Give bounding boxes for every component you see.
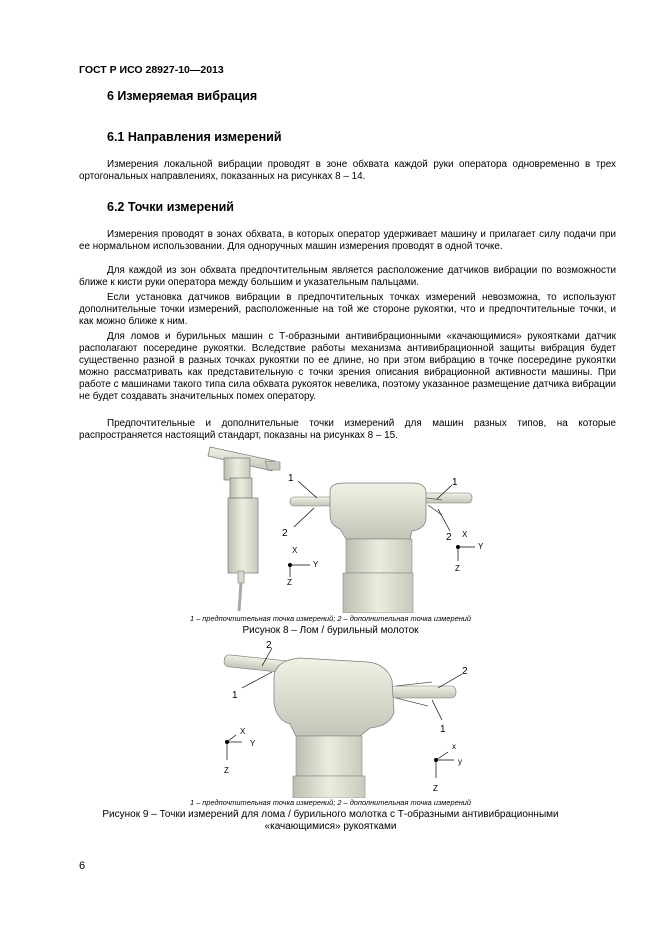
figure-9-axis-x-left: X <box>240 727 246 736</box>
figure-9-caption-line-1: Рисунок 9 – Точки измерений для лома / бурильного молотка с Т-образными антивибрационными <box>102 809 559 820</box>
page-number: 6 <box>79 860 86 872</box>
figure-9-axis-x-right: x <box>452 742 456 751</box>
section-6-2-paragraph-5: Предпочтительные и дополнительные точки измерений для машин разных типов, на которые распространяется настоящий стандарт, показаны на рисунках 8 – 15. <box>79 418 616 441</box>
figure-9-label-1-right: 1 <box>440 724 446 735</box>
figure-8-caption: Рисунок 8 – Лом / бурильный молоток <box>242 625 419 636</box>
figure-8-label-1-left: 1 <box>288 473 294 484</box>
figure-9-axis-y-right: y <box>458 757 462 766</box>
figure-8-label-2-left: 2 <box>282 528 288 539</box>
breaker-small-drawing <box>208 447 280 611</box>
section-6-1-title: 6.1 Направления измерений <box>107 130 282 144</box>
section-6-1-paragraph: Измерения локальной вибрации проводят в зоне обхвата каждой руки оператора одновременно в трех ортогональных направлениях, показанных на рисунках 8 – 14. <box>79 159 616 182</box>
figure-8-axes-right <box>455 530 484 573</box>
figure-8-legend: 1 – предпочтительная точка измерений; 2 – дополнительная точка измерений <box>189 614 471 623</box>
figure-9-axis-z-left: Z <box>224 766 229 775</box>
section-6-title: 6 Измеряемая вибрация <box>107 89 258 103</box>
breaker-tshaped-drawing <box>224 648 462 798</box>
figure-8-axis-z-right: Z <box>455 564 460 573</box>
figure-8-illustration <box>180 443 500 613</box>
figure-9-legend: 1 – предпочтительная точка измерений; 2 – дополнительная точка измерений <box>189 798 471 807</box>
figure-9-illustration <box>200 636 480 798</box>
figure-9-caption-line-2: «качающимися» рукоятками <box>264 821 397 832</box>
figure-9-label-1-left: 1 <box>232 690 238 701</box>
section-6-2-paragraph-1: Измерения проводят в зонах обхвата, в которых оператор удерживает машину и прилагает силу подачи при ее нормальном использовании. Для одноручных машин измерения проводят в одной точке. <box>79 229 616 252</box>
figure-9-axis-z-right: Z <box>433 784 438 793</box>
figure-8-axis-x-left: X <box>292 546 298 555</box>
figure-9-axes-right <box>433 742 462 793</box>
figure-9-axes-left <box>224 727 256 775</box>
figure-8-label-2-right: 2 <box>446 532 452 543</box>
breaker-large-drawing <box>290 481 472 613</box>
figure-8-axis-z-left: Z <box>287 578 292 587</box>
section-6-2-title: 6.2 Точки измерений <box>107 200 234 214</box>
figure-9-axis-y-left: Y <box>250 739 256 748</box>
figure-9-label-2-right: 2 <box>462 666 468 677</box>
document-header: ГОСТ Р ИСО 28927-10—2013 <box>79 64 224 76</box>
figure-8-axis-y-right: Y <box>478 542 484 551</box>
figure-8-axis-x-right: X <box>462 530 468 539</box>
figure-8-label-1-right: 1 <box>452 477 458 488</box>
section-6-2-paragraph-3: Если установка датчиков вибрации в предпочтительных точках измерений невозможна, то используют дополнительные точки измерений, расположенные на той же стороне рукоятки, что и предпочтительные точки, и как можно ближе к ним. <box>79 292 616 327</box>
figure-8-axes-left <box>287 546 319 587</box>
section-6-2-paragraph-2: Для каждой из зон обхвата предпочтительным является расположение датчиков вибрации по возможности ближе к кисти руки оператора между большим и указательным пальцами. <box>79 265 616 288</box>
figure-9-label-2-top: 2 <box>266 640 272 651</box>
section-6-2-paragraph-4: Для ломов и бурильных машин с Т-образными антивибрационными «качающимися» рукоятками датчик располагают посередине рукоятки. Вследствие работы механизма антивибрационной защиты вибрация будет существенно разной в разных точках рукоятки по ее длине, но при этом вибрацию в точке посередине рукоятки можно рассматривать как представительную с точки зрения описания вибрационной активности машины. При работе с машинами такого типа сила обхвата рукояток невелика, поэтому указанное размещение датчика вибрации не будет создавать значительных помех оператору. <box>79 331 616 402</box>
figure-8-axis-y-left: Y <box>313 560 319 569</box>
